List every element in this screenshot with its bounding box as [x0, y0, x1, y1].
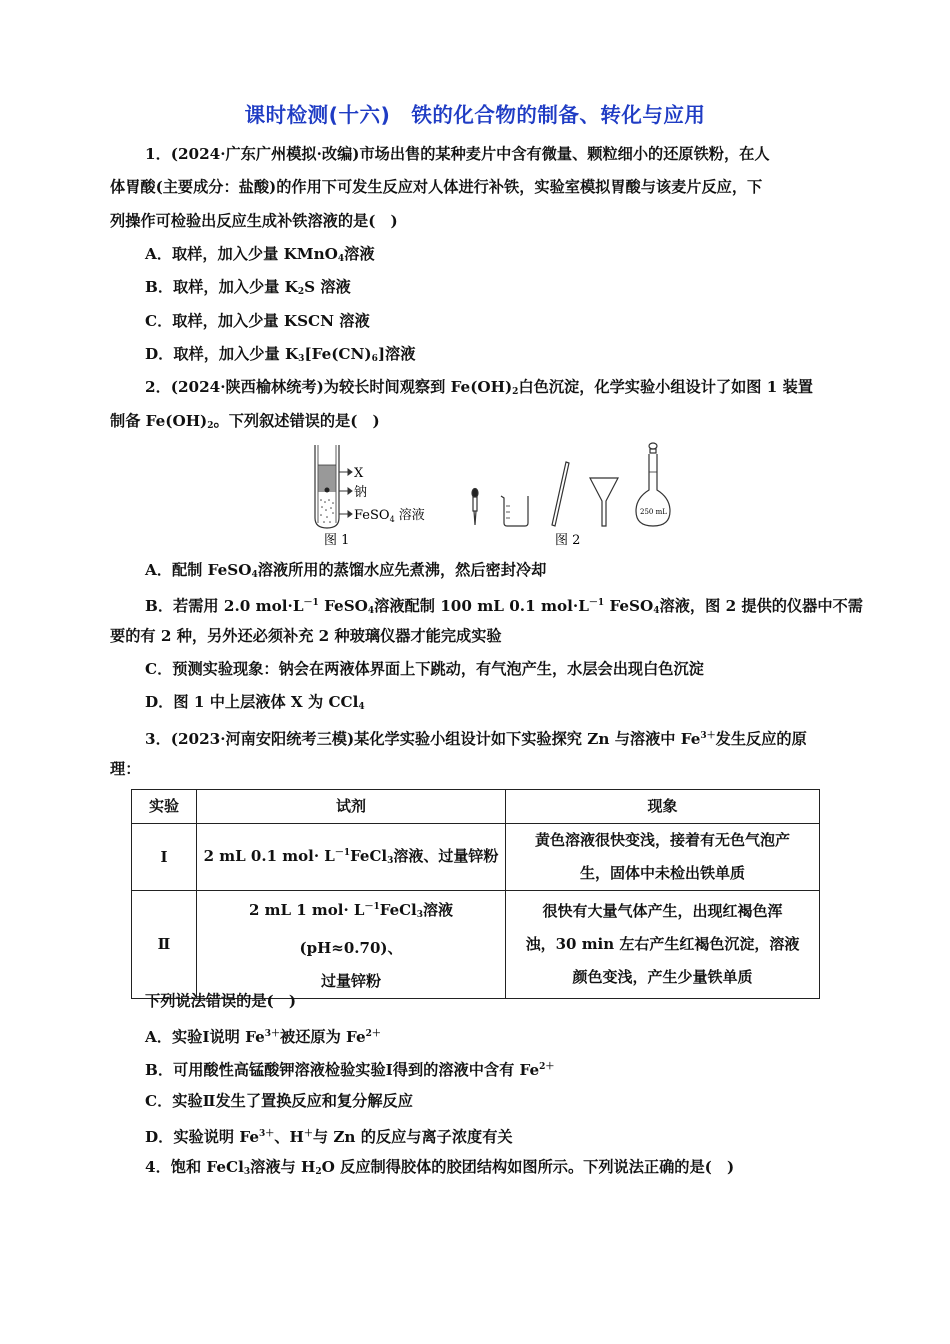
table-header: 实验	[132, 790, 197, 824]
label-arrows	[339, 469, 352, 517]
experiment-id: Ⅱ	[132, 891, 197, 999]
q2-option-a[interactable]: A．配制 FeSO$_4$溶液所用的蒸馏水应先煮沸，然后密封冷却	[145, 561, 547, 580]
q3-option-b[interactable]: B．可用酸性高锰酸钾溶液检验实验Ⅰ得到的溶液中含有 $Fe^{2+}$	[145, 1061, 555, 1079]
q2-option-b-line2[interactable]: 要的有 2 种，另外还必须补充 2 种玻璃仪器才能完成实验	[110, 627, 502, 645]
q2-stem-line1: 2．(2024·陕西榆林统考)为较长时间观察到 $Fe(OH)_2$白色沉淀，化学实验小组设计了如图 1 装置	[145, 378, 813, 397]
funnel-icon	[590, 478, 618, 526]
q2-figure	[300, 440, 700, 552]
label-x: X	[354, 466, 364, 481]
q1-option-c[interactable]: C．取样，加入少量 KSCN 溶液	[145, 312, 370, 330]
tube-dots	[320, 499, 334, 523]
glass-rod-icon	[552, 462, 569, 526]
q4-stem: 4．饱和 FeCl$_3$溶液与 $H_2O$ 反应制得胶体的胶团结构如图所示。下列说法正确的是( )	[145, 1158, 735, 1177]
q1-option-d[interactable]: D．取样，加入少量 $K_3[Fe(CN)_6]$溶液	[145, 345, 416, 364]
phenomenon-cell: 黄色溶液很快变浅，接着有无色气泡产 生，固体中未检出铁单质	[506, 824, 820, 891]
figure-2-caption: 图 2	[555, 533, 581, 548]
label-sodium: 钠	[354, 485, 368, 500]
table-row	[132, 824, 820, 891]
q3-stem-line1: 3．(2023·河南安阳统考三模)某化学实验小组设计如下实验探究 Zn 与溶液中 $Fe^{3+}$发生反应的原	[145, 730, 807, 748]
table-header-row	[132, 790, 820, 824]
phenomenon-cell: 很快有大量气体产生，出现红褐色浑 浊，30 min 左右产生红褐色沉淀，溶液 颜色变浅，产生少量铁单质	[506, 891, 820, 999]
page-title: 课时检测(十六) 铁的化合物的制备、转化与应用	[244, 103, 706, 127]
table-row	[132, 891, 820, 999]
table-header: 试剂	[197, 790, 506, 824]
test-tube-icon	[315, 445, 339, 528]
q3-option-c[interactable]: C．实验Ⅱ发生了置换反应和复分解反应	[145, 1092, 413, 1110]
figure-1-caption: 图 1	[324, 533, 350, 548]
dropper-icon	[472, 489, 478, 526]
table-header: 现象	[506, 790, 820, 824]
experiment-id: Ⅰ	[132, 824, 197, 891]
q3-option-a[interactable]: A．实验Ⅰ说明 $Fe^{3+}$被还原为 $Fe^{2+}$	[145, 1028, 381, 1046]
q3-option-d[interactable]: D．实验说明 $Fe^{3+}$、H＋与 Zn 的反应与离子浓度有关	[145, 1128, 513, 1146]
q2-stem-line2: 制备 $Fe(OH)_2$。下列叙述错误的是( )	[110, 412, 380, 431]
q1-stem-line3: 列操作可检验出反应生成补铁溶液的是( )	[110, 212, 398, 230]
experiment-table	[131, 789, 820, 999]
q2-option-c[interactable]: C．预测实验现象：钠会在两液体界面上下跳动，有气泡产生，水层会出现白色沉淀	[145, 660, 704, 678]
q1-option-a[interactable]: A．取样，加入少量 KMnO$_4$溶液	[145, 245, 375, 264]
q3-stem-line2: 理：	[110, 760, 141, 778]
q1-option-b[interactable]: B．取样，加入少量 $K_2S$ 溶液	[145, 278, 351, 297]
apparatus-figure	[300, 440, 700, 552]
q1-stem-line2: 体胃酸(主要成分：盐酸)的作用下可发生反应对人体进行补铁，实验室模拟胃酸与该麦片反应，下	[110, 178, 763, 196]
beaker-icon	[501, 496, 528, 526]
q2-option-d[interactable]: D．图 1 中上层液体 X 为 CCl$_4$	[145, 693, 365, 712]
label-feso4: FeSO$_4$ 溶液	[354, 508, 425, 524]
q3-after-table: 下列说法错误的是( )	[145, 992, 297, 1010]
reagent-cell: 2 mL 1 $mol\cdot L^{-1}FeCl_3$溶液(pH≈0.70)、 过量锌粉	[197, 891, 506, 999]
flask-volume-label: 250 mL	[640, 508, 667, 516]
q1-stem-line1: 1．(2024·广东广州模拟·改编)市场出售的某种麦片中含有微量、颗粒细小的还原铁粉，在人	[145, 145, 770, 163]
q2-option-b-line1[interactable]: B．若需用 2.0 $mol\cdot L^{-1}$ FeSO$_4$溶液配制 100 mL 0.1 $mol\cdot L^{-1}$ FeSO$_4$溶液，图 2 提供的仪器中不需	[145, 597, 863, 616]
reagent-cell: 2 mL 0.1 $mol\cdot L^{-1}FeCl_3$溶液、过量锌粉	[197, 824, 506, 891]
